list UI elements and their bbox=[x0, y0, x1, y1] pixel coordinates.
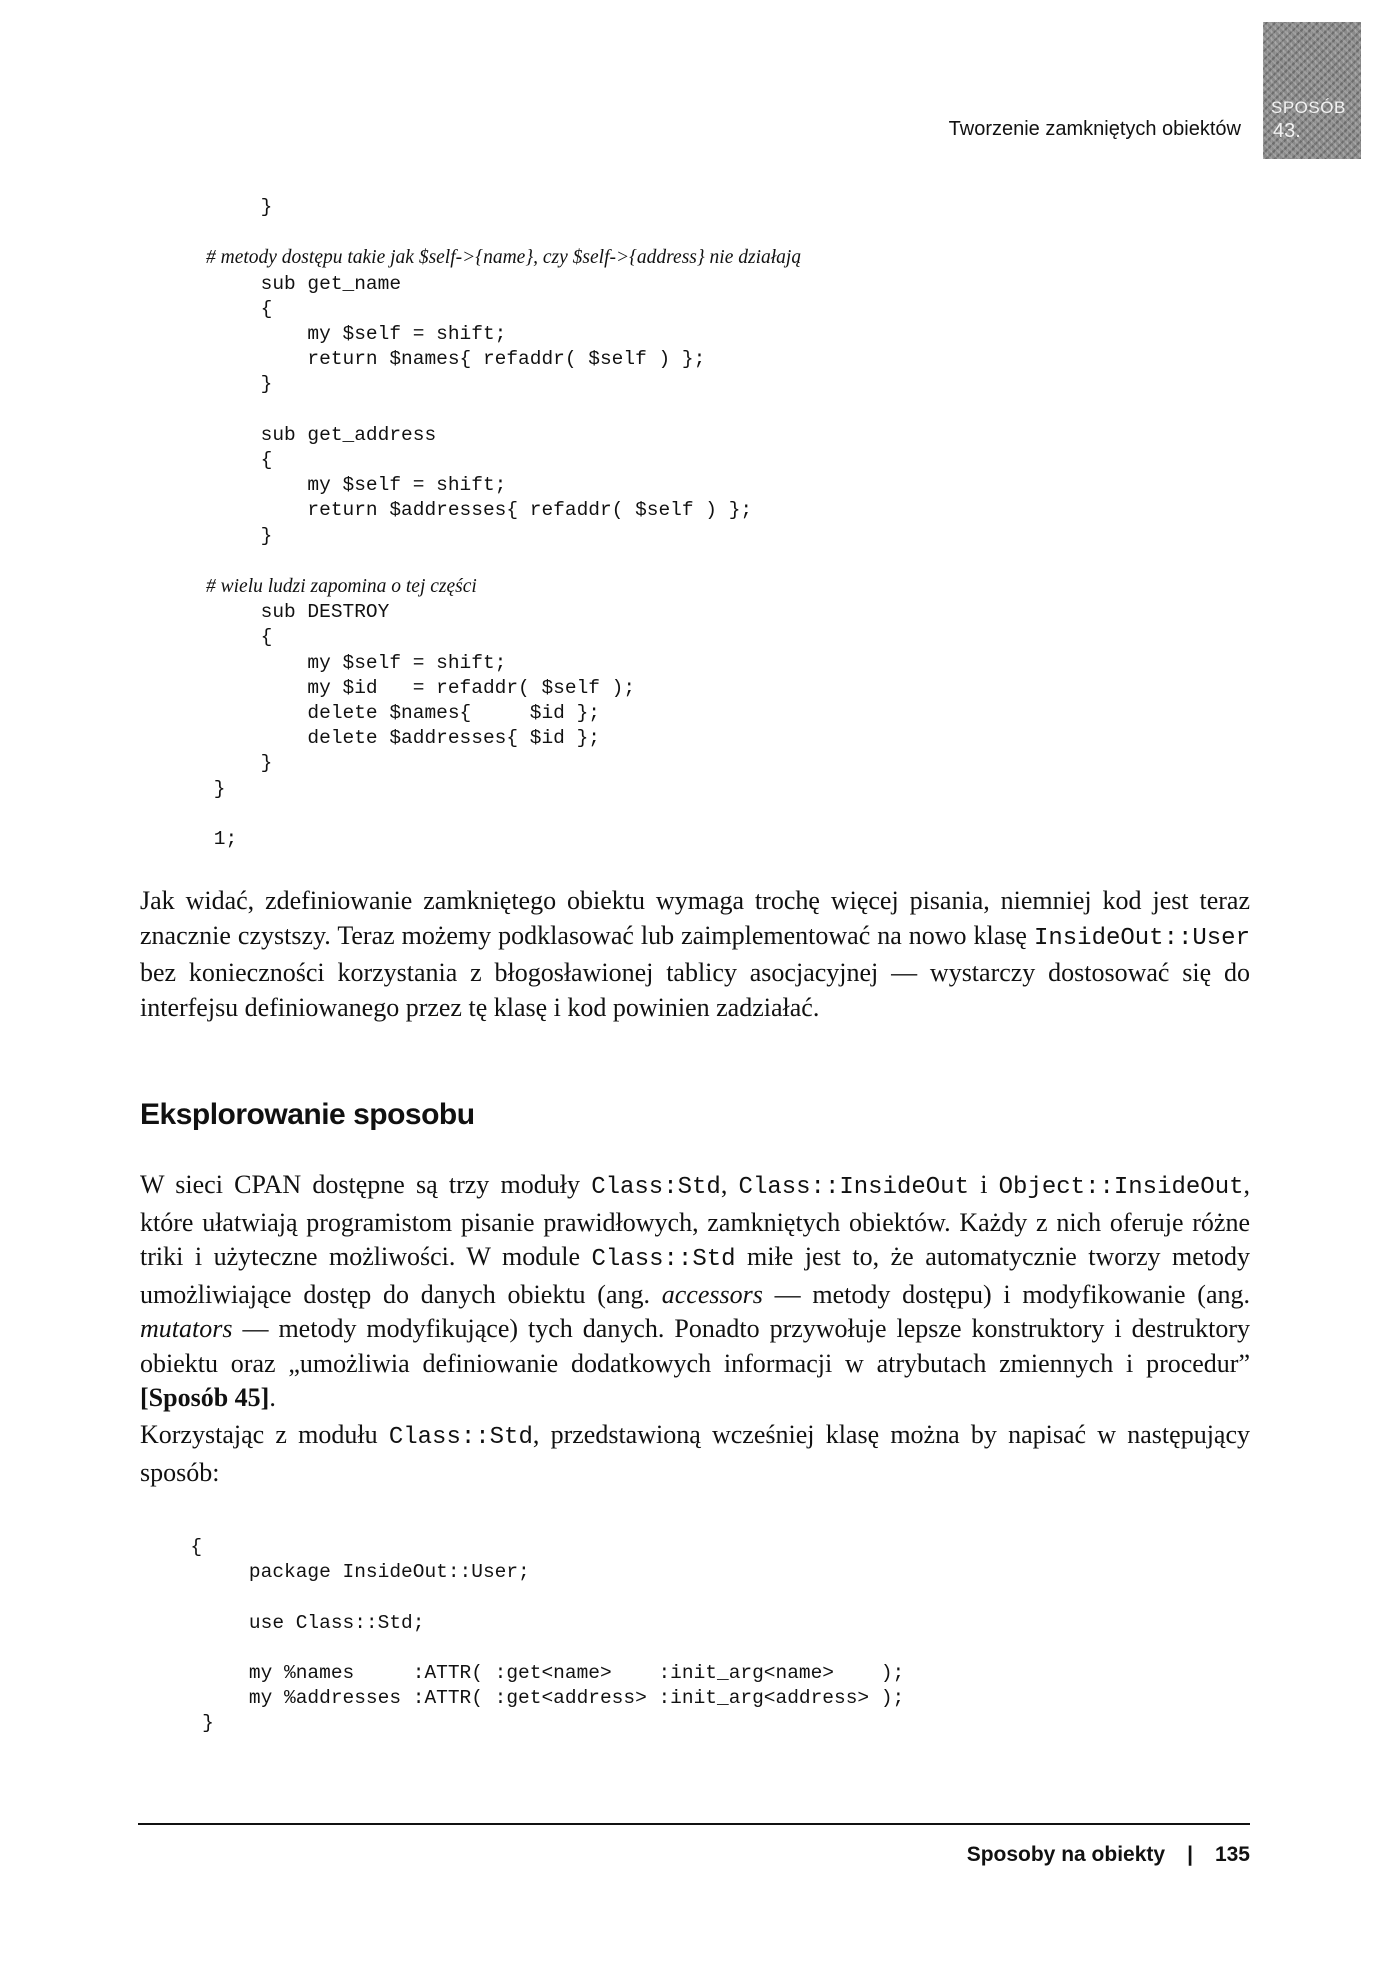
text-segment: Class::InsideOut bbox=[738, 1174, 969, 1201]
text-segment: i bbox=[968, 1170, 999, 1199]
hack-number-badge bbox=[1263, 22, 1361, 159]
code-line: { bbox=[167, 626, 273, 649]
text-segment: Class::Std bbox=[388, 1424, 533, 1451]
text-segment: accessors bbox=[661, 1279, 763, 1309]
text-segment: — metody dostępu) i modyfikowanie (ang. bbox=[762, 1279, 1250, 1309]
text-segment: Jak widać, zdefiniowanie zamkniętego obiektu wymaga trochę więcej pisania, niemniej kod jest teraz znacznie czystszy. Teraz możemy podklasować lub zaimplementować na nowo klasę bbox=[140, 886, 1250, 950]
code-line: } bbox=[167, 1712, 214, 1735]
text-segment: . bbox=[269, 1383, 276, 1412]
text-segment: W sieci CPAN dostępne są trzy moduły bbox=[140, 1170, 592, 1199]
code-line: my %names :ATTR( :get<name> :init_arg<name> ); bbox=[167, 1662, 905, 1685]
text-segment: , bbox=[720, 1170, 739, 1199]
footer-separator: | bbox=[1187, 1843, 1193, 1866]
code-line: } bbox=[167, 373, 273, 396]
code-line: return $addresses{ refaddr( $self ) }; bbox=[167, 499, 753, 522]
paragraph-class-std-intro bbox=[140, 1418, 1250, 1490]
page-number: 135 bbox=[1214, 1843, 1250, 1866]
code-line: delete $addresses{ $id }; bbox=[167, 727, 600, 750]
code-line: { bbox=[167, 297, 273, 320]
code-line: { bbox=[167, 1536, 203, 1558]
code-line: 1; bbox=[167, 828, 238, 851]
badge-number: 43. bbox=[1273, 120, 1301, 142]
code-line: } bbox=[167, 524, 273, 547]
footer-chapter: Sposoby na obiekty bbox=[966, 1843, 1166, 1866]
page-footer bbox=[967, 1843, 1250, 1867]
code-line: package InsideOut::User; bbox=[167, 1561, 530, 1584]
code-line: my %addresses :ATTR( :get<address> :init_arg<address> ); bbox=[167, 1687, 905, 1710]
footer-rule bbox=[138, 1823, 1250, 1825]
code-line: # wielu ludzi zapomina o tej części bbox=[167, 576, 477, 598]
text-segment: Class::Std bbox=[591, 1246, 736, 1273]
code-line: } bbox=[167, 777, 226, 800]
code-line: my $self = shift; bbox=[167, 651, 507, 674]
code-line: { bbox=[167, 449, 273, 472]
code-line: use Class::Std; bbox=[167, 1611, 425, 1634]
code-line: delete $names{ $id }; bbox=[167, 702, 600, 725]
text-segment: Korzystając z modułu bbox=[140, 1420, 389, 1449]
text-segment: , które ułatwiają programistom pisanie prawidłowych, zamkniętych obiektów. Każdy z nich oferuje różne triki i użyteczne możliwości. W module bbox=[140, 1170, 1250, 1271]
text-segment: , przedstawioną wcześniej klasę można by napisać w następujący sposób: bbox=[140, 1420, 1250, 1487]
code-line: } bbox=[167, 752, 273, 775]
code-line: sub get_address bbox=[167, 423, 437, 446]
text-segment: InsideOut::User bbox=[1033, 924, 1250, 952]
text-segment: Object::InsideOut bbox=[998, 1174, 1244, 1201]
text-segment: mutators bbox=[140, 1314, 233, 1343]
code-line: sub get_name bbox=[167, 272, 402, 295]
badge-label: SPOSÓB bbox=[1271, 98, 1346, 117]
code-line: return $names{ refaddr( $self ) }; bbox=[167, 348, 706, 371]
code-line: my $id = refaddr( $self ); bbox=[167, 676, 636, 699]
text-segment: [Sposób 45] bbox=[140, 1383, 270, 1412]
text-segment: miłe jest to, że automatycznie tworzy metody umożliwiające dostęp do danych obiektu (ang. bbox=[140, 1242, 1250, 1309]
code-block-destroy bbox=[167, 195, 801, 852]
code-line: my $self = shift; bbox=[167, 323, 507, 346]
paragraph-summary bbox=[140, 884, 1250, 1025]
code-line: sub DESTROY bbox=[167, 601, 390, 624]
code-line: my $self = shift; bbox=[167, 474, 507, 497]
code-line: # metody dostępu takie jak $self->{name}, czy $self->{address} nie działają bbox=[167, 247, 802, 269]
text-segment: bez konieczności korzystania z błogosławionej tablicy asocjacyjnej — wystarczy dostosować się do interfejsu definiowanego przez tę klasę i kod powinien zadziałać. bbox=[140, 958, 1250, 1022]
code-line: } bbox=[167, 196, 273, 218]
running-head-title: Tworzenie zamkniętych obiektów bbox=[948, 118, 1241, 140]
section-heading: Eksplorowanie sposobu bbox=[140, 1098, 475, 1131]
text-segment: — metody modyfikujące) tych danych. Ponadto przywołuje lepsze konstruktory i destruktory obiektu oraz „umożliwia definiowanie dodatkowych informacji w atrybutach zmiennych i procedur” bbox=[140, 1314, 1250, 1378]
code-block-class-std bbox=[167, 1535, 904, 1737]
paragraph-cpan-modules bbox=[140, 1168, 1250, 1416]
text-segment: Class:Std bbox=[591, 1174, 721, 1201]
